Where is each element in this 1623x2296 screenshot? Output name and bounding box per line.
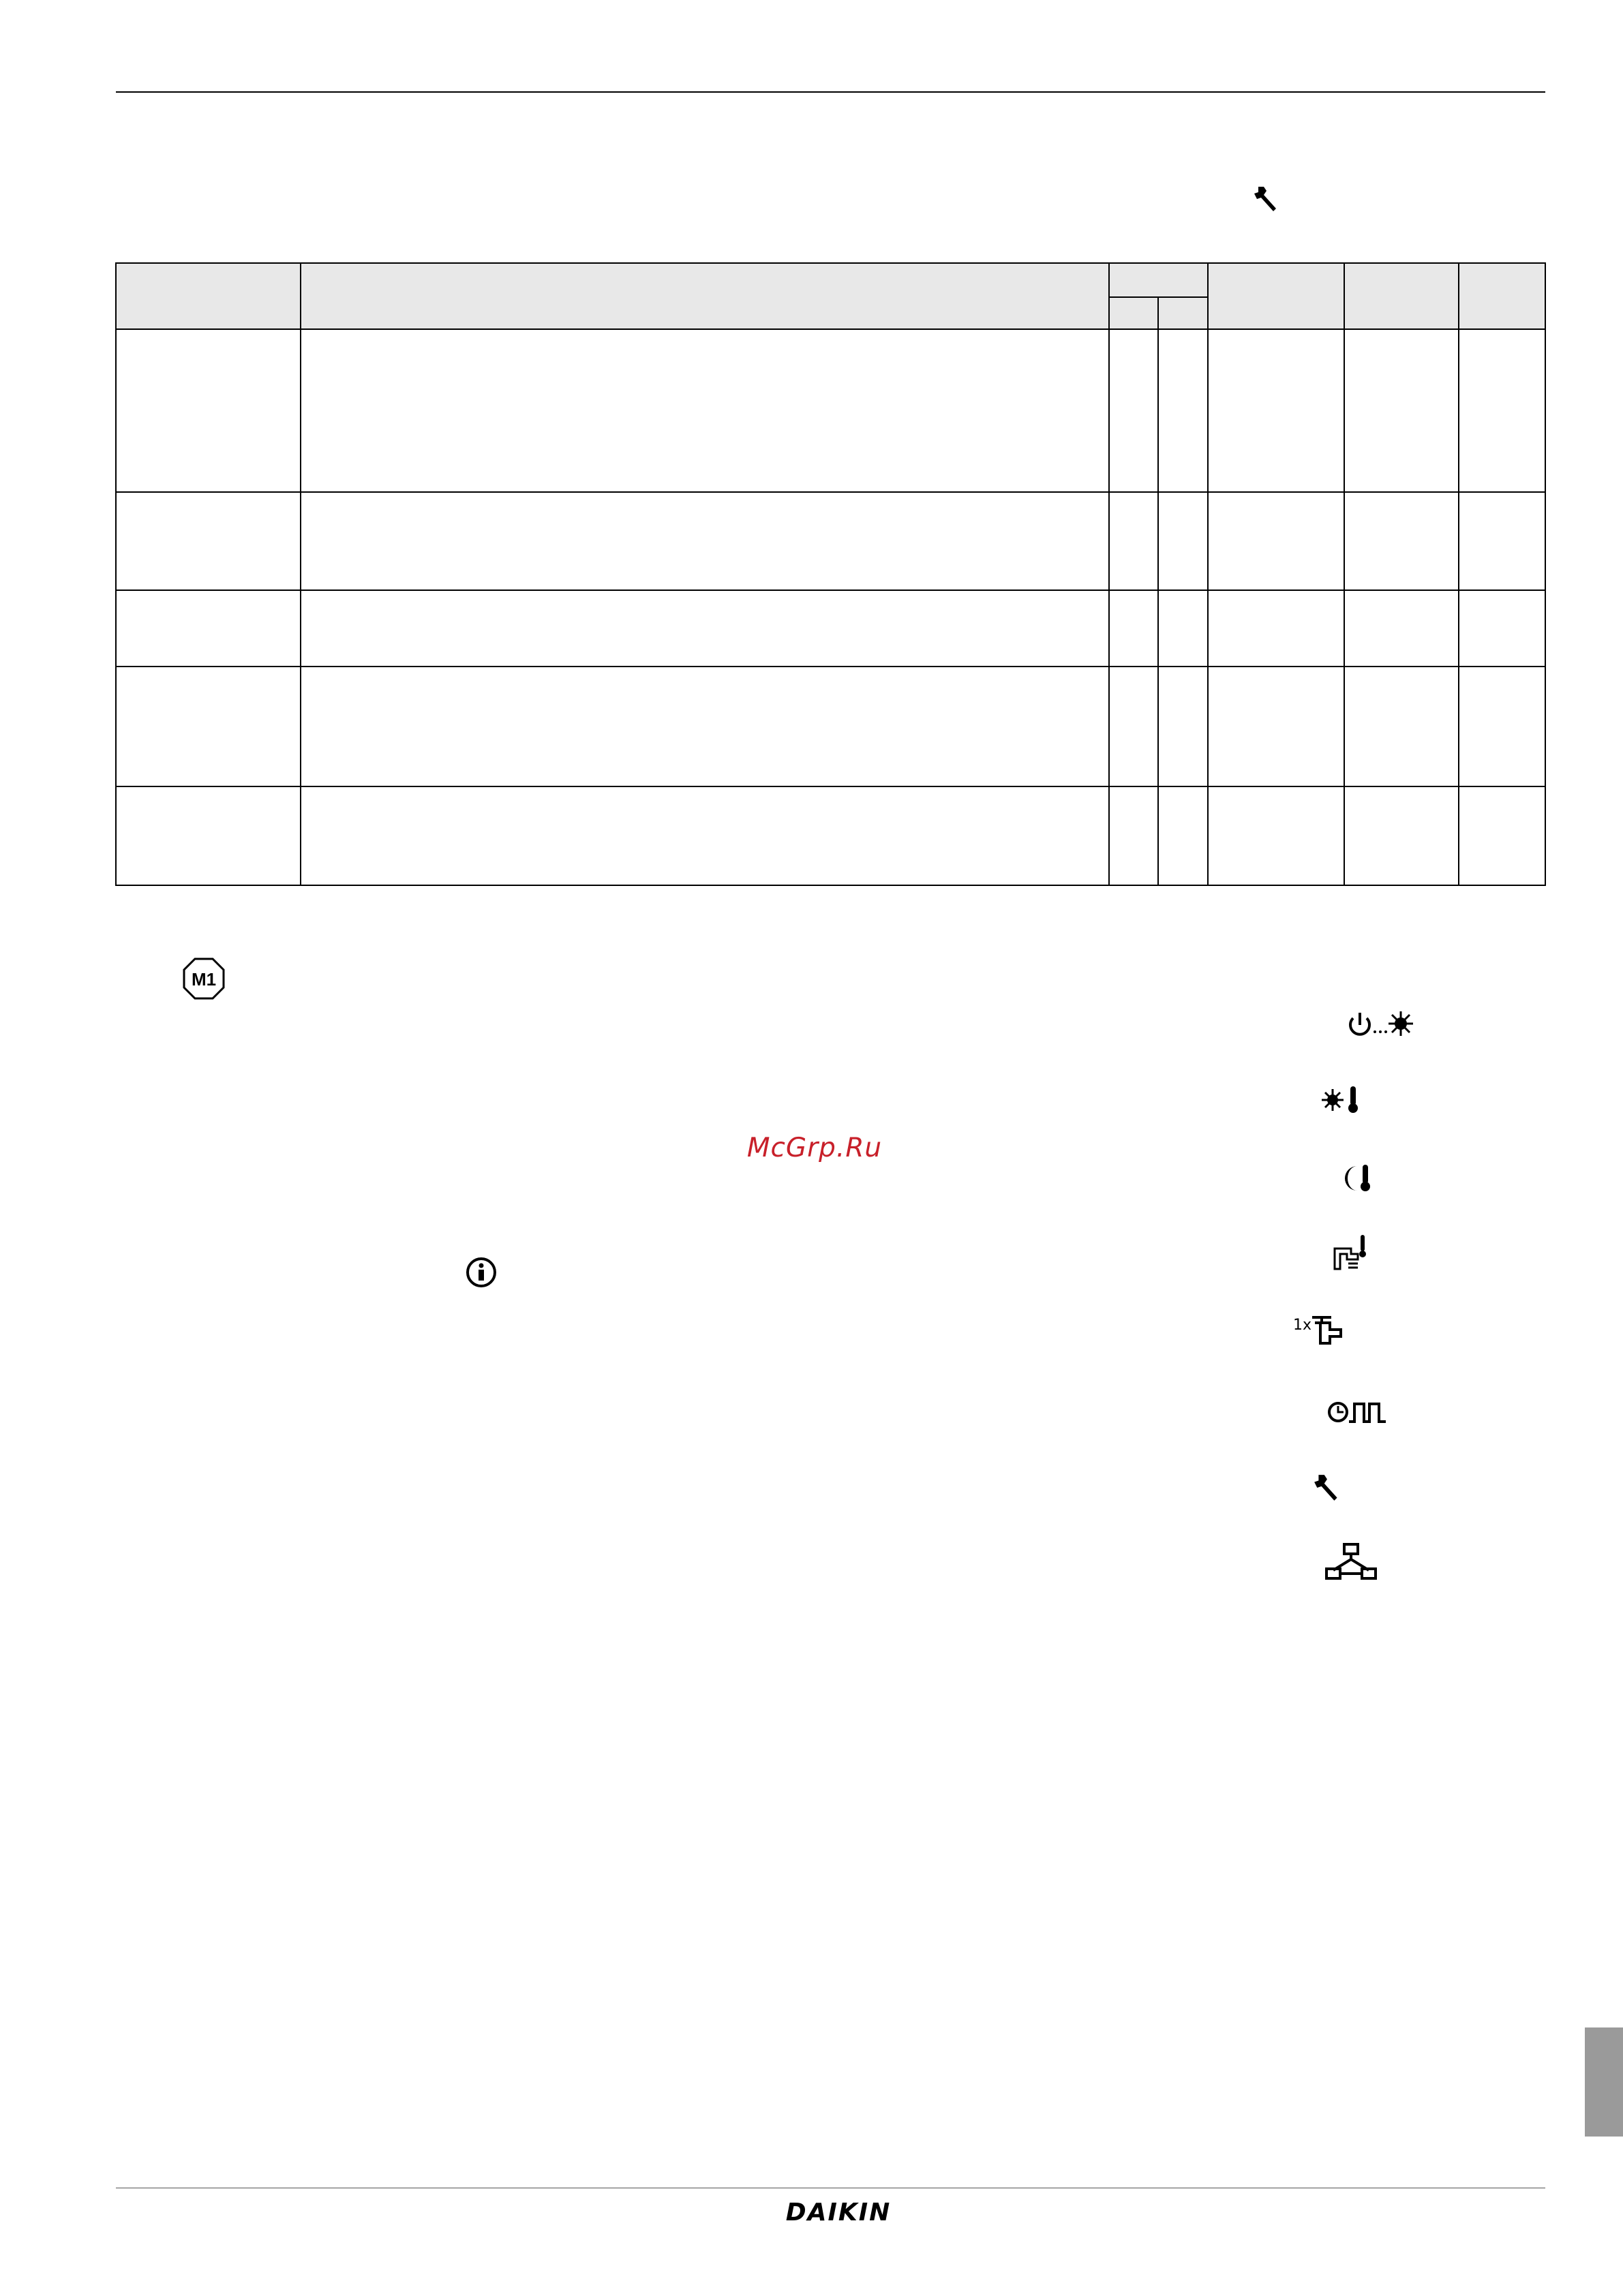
wrench-icon — [1253, 184, 1281, 214]
heating-thermometer-icon — [1319, 1084, 1367, 1116]
column-divider — [300, 264, 301, 885]
column-divider — [1108, 264, 1110, 885]
wrench-icon — [1312, 1472, 1344, 1503]
hot-water-tap-icon — [1331, 1234, 1371, 1274]
column-divider — [1344, 264, 1345, 885]
subheader-divider — [1108, 296, 1209, 298]
info-icon — [465, 1256, 498, 1289]
column-divider — [1458, 264, 1459, 885]
column-divider — [1207, 264, 1209, 885]
power-standby-icon — [1346, 1009, 1414, 1041]
table-row — [117, 491, 1545, 493]
table-header — [117, 264, 1545, 330]
network-icon — [1324, 1542, 1378, 1584]
watermark-text: McGrp.Ru — [746, 1133, 883, 1163]
schedule-pulse-icon — [1326, 1397, 1394, 1428]
table-row — [117, 786, 1545, 787]
table-row — [117, 590, 1545, 591]
m1-badge-label: M1 — [191, 969, 217, 990]
moon-thermometer-icon — [1339, 1162, 1380, 1195]
daikin-logo: DAIKIN — [785, 2199, 892, 2226]
section-tab — [1585, 2027, 1623, 2137]
table-row — [117, 666, 1545, 667]
header-rule — [116, 91, 1545, 93]
m1-badge-icon — [183, 958, 225, 1000]
svg-text:1x: 1x — [1293, 1317, 1312, 1334]
settings-table — [115, 262, 1546, 886]
one-time-tap-icon — [1292, 1312, 1346, 1349]
